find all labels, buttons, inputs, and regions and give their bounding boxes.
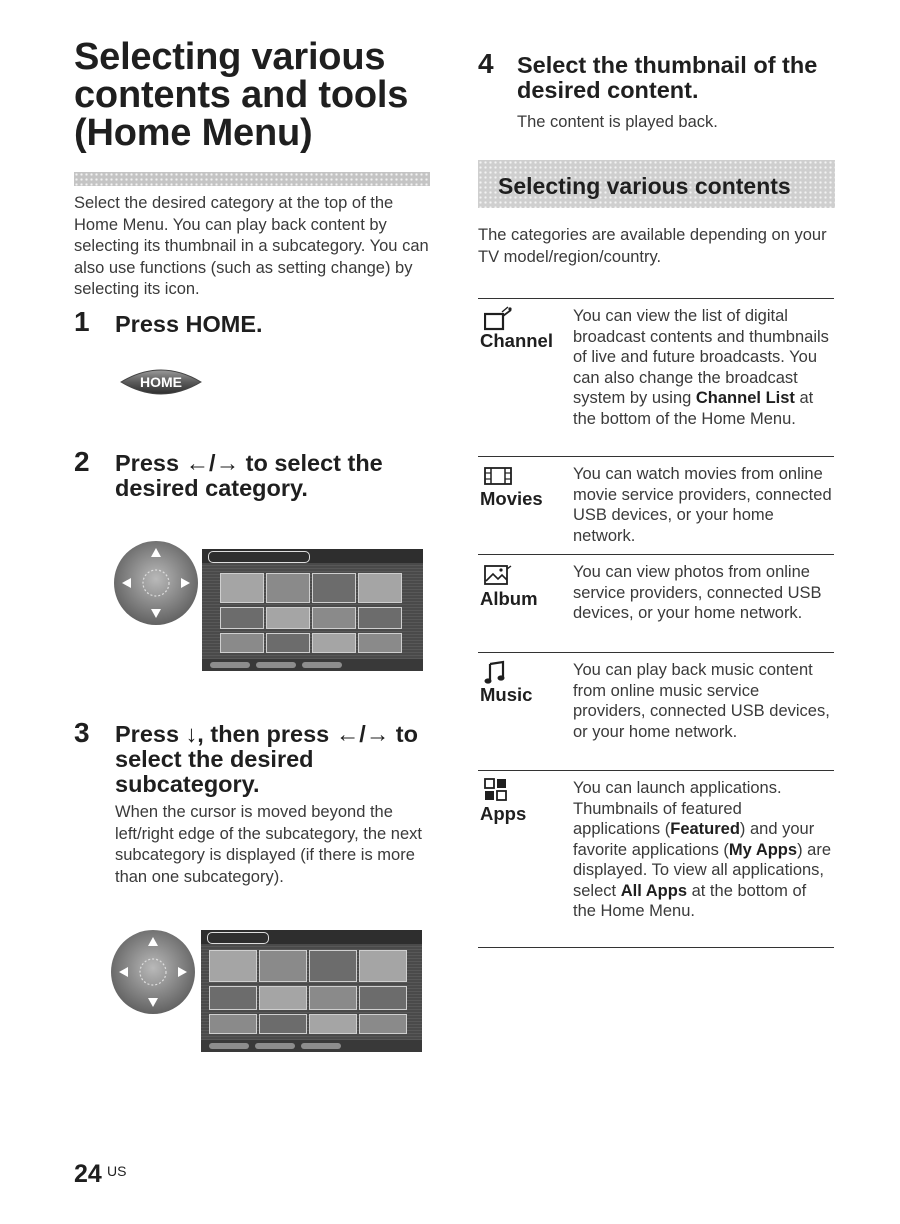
category-desc-apps xyxy=(573,778,833,922)
desc-bold: Channel List xyxy=(695,389,795,407)
title-divider xyxy=(74,172,430,186)
step-2-number: 2 xyxy=(74,446,90,477)
page-title-line: (Home Menu) xyxy=(74,112,313,154)
section-heading: Selecting various contents xyxy=(498,173,791,199)
dpad-icon xyxy=(113,540,199,626)
step-4-title: Select the thumbnail of the desired content. xyxy=(517,52,818,103)
page-title xyxy=(74,38,434,152)
category-label-album: Album xyxy=(480,588,538,609)
table-rule xyxy=(478,554,834,555)
step-4-body: The content is played back. xyxy=(517,113,718,131)
table-rule xyxy=(478,947,834,948)
step-4-number: 4 xyxy=(478,48,494,79)
channel-icon xyxy=(484,306,516,332)
category-desc-album: You can view photos from online service providers, connected USB devices, or your home network. xyxy=(573,563,822,622)
home-button-label: HOME xyxy=(140,374,182,390)
desc-text: at the bottom of the Home Menu. xyxy=(573,389,814,428)
section-heading-band xyxy=(478,160,835,208)
page-region: US xyxy=(107,1163,127,1179)
table-rule xyxy=(478,652,834,653)
category-desc-channel xyxy=(573,306,833,429)
home-button-icon xyxy=(115,360,207,398)
table-rule xyxy=(478,770,834,771)
table-rule xyxy=(478,456,834,457)
step-2-title: Press ←/→ to select the desired category. xyxy=(115,450,383,501)
step-3-body: When the cursor is moved beyond the left/right edge of the subcategory, the next subcategory is displayed (if there is more than one subcategory). xyxy=(115,803,422,886)
category-desc-movies: You can watch movies from online movie service providers, connected USB devices, or your home network. xyxy=(573,465,832,545)
desc-text: ) and your favorite applications ( xyxy=(573,820,815,859)
desc-bold: My Apps xyxy=(728,840,798,859)
desc-text: You can view the list of digital broadcast contents and thumbnails of live and future broadcasts. You can also change the broadcast system by using xyxy=(573,307,829,407)
category-label-movies: Movies xyxy=(480,488,543,509)
section-intro: The categories are available depending on your TV model/region/country. xyxy=(478,226,827,266)
home-menu-screenshot-1 xyxy=(202,549,423,671)
desc-bold: All Apps xyxy=(620,881,687,900)
category-label-channel: Channel xyxy=(480,330,553,351)
category-label-apps: Apps xyxy=(480,803,527,824)
home-menu-screenshot-2 xyxy=(201,930,422,1052)
desc-text: at the bottom of the Home Menu. xyxy=(573,881,807,920)
category-desc-music: You can play back music content from online music service providers, connected USB devices, or your home network. xyxy=(573,661,830,741)
page-number: 24 xyxy=(74,1160,102,1188)
step-3-number: 3 xyxy=(74,717,90,748)
desc-bold: Featured xyxy=(670,820,740,838)
category-label-music: Music xyxy=(480,684,533,705)
movies-icon xyxy=(484,466,512,486)
dpad-icon xyxy=(110,929,196,1015)
step-1-title: Press HOME. xyxy=(115,311,263,337)
apps-icon xyxy=(484,778,508,802)
step-3-title: Press ↓, then press ←/→ to select the desired subcategory. xyxy=(115,721,418,797)
intro-paragraph: Select the desired category at the top of the Home Menu. You can play back content by selecting its thumbnail in a subcategory. You can also use functions (such as setting change) by selecting its icon. xyxy=(74,194,429,298)
album-icon xyxy=(484,564,512,586)
table-rule xyxy=(478,298,834,299)
music-icon xyxy=(484,660,508,686)
step-1-number: 1 xyxy=(74,306,90,337)
page-title-line: contents and tools xyxy=(74,74,409,116)
desc-text: You can launch applications. Thumbnails of featured applications ( xyxy=(573,779,782,838)
desc-text: ) are displayed. To view all applications, select xyxy=(573,840,832,900)
page-title-line: Selecting various xyxy=(74,36,386,78)
